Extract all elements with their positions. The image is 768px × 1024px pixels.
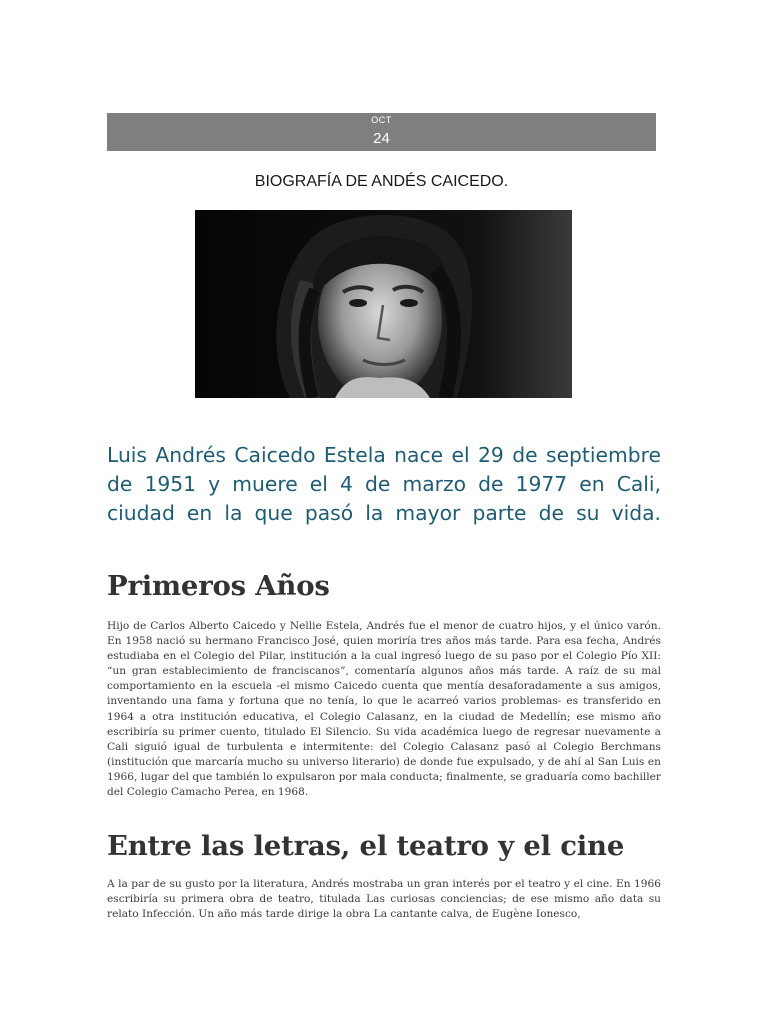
portrait-photo	[195, 210, 572, 398]
date-month: OCT	[371, 115, 392, 125]
section-paragraph-letras-teatro-cine: A la par de su gusto por la literatura, Andrés mostraba un gran interés por el teatro y el cine. En 1966 escribiría su primera obra de teatro, titulada Las curiosas conciencias; de ese mismo año data su relato Infección. Un año más tarde dirige la obra La cantante calva, de Eugène Ionesco,	[107, 878, 661, 921]
intro-paragraph: Luis Andrés Caicedo Estela nace el 29 de septiembre de 1951 y muere el 4 de marzo de 1977 en Cali, ciudad en la que pasó la mayor parte de su vida.	[107, 443, 661, 525]
page-title: BIOGRAFÍA DE ANDÉS CAICEDO.	[254, 173, 509, 190]
date-badge	[107, 113, 656, 151]
section-paragraph-primeros-anos: Hijo de Carlos Alberto Caicedo y Nellie Estela, Andrés fue el menor de cuatro hijos, y el único varón. En 1958 nació su hermano Francisco José, quien moriría tres años más tarde. Para esa fecha, Andrés estudiaba en el Colegio del Pilar, institución a la cual ingresó luego de su paso por el Colegio Pío XII: “un gran establecimiento de franciscanos”, comentaría algunos años más tarde. A raíz de su mal comportamiento en la escuela -el mismo Caicedo cuenta que mentía desaforadamente a sus amigos, inventando una fama y fortuna que no tenía, lo que le acarreó varios problemas- es transferido en 1964 a otra institución educativa, el Colegio Calasanz, en la ciudad de Medellín; ese mismo año escribiría su primer cuento, titulado El Silencio. Su vida académica luego de regresar nuevamente a Cali siguió igual de turbulenta e intermitente: del Colegio Calasanz pasó al Colegio Berchmans (institución que marcaría mucho su universo literario) de donde fue expulsado, y de ahí al San Luis en 1966, lugar del que también lo expulsaron por mala conducta; finalmente, se graduaría como bachiller del Colegio Camacho Perea, en 1968.	[107, 620, 661, 799]
section-heading-primeros-anos: Primeros Años	[107, 570, 330, 602]
date-day: 24	[373, 130, 390, 147]
section-heading-letras-teatro-cine: Entre las letras, el teatro y el cine	[107, 830, 625, 862]
